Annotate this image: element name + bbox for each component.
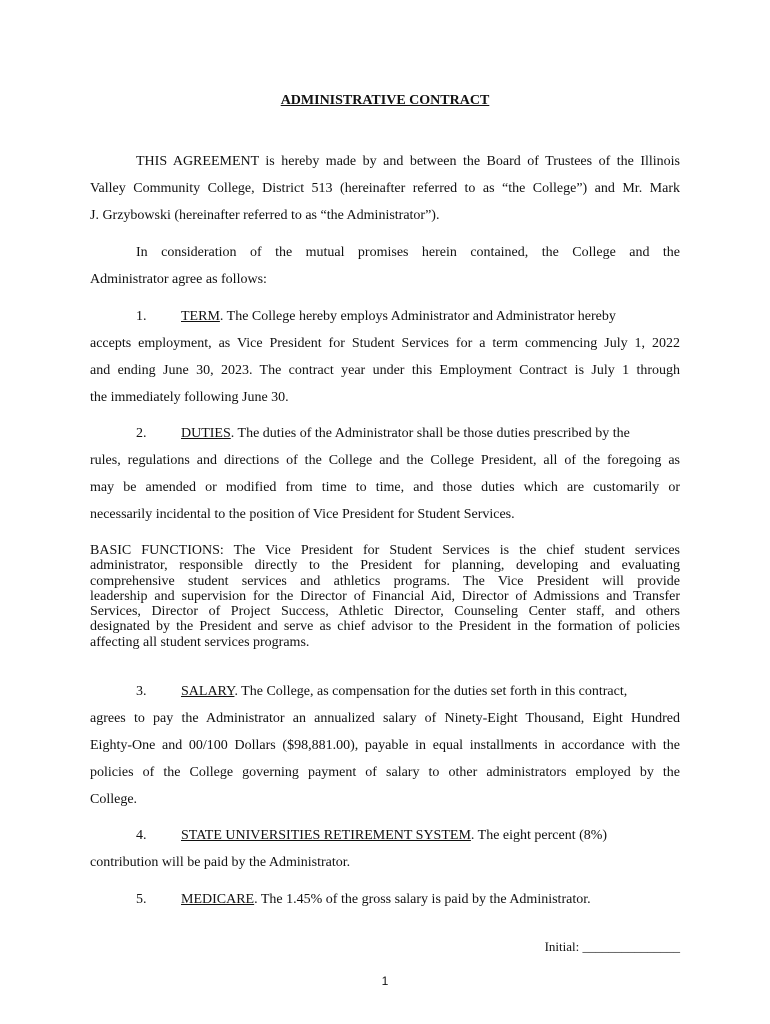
term-line: the immediately following June 30.: [90, 390, 289, 405]
consideration-line: Administrator agree as follows:: [90, 272, 267, 287]
duties-line: necessarily incidental to the position of Vice President for Student Services.: [90, 507, 515, 522]
salary-line: agrees to pay the Administrator an annualized salary of Ninety-Eight Thousand, Eight Hundred: [90, 711, 680, 726]
salary-line: College.: [90, 792, 138, 807]
medicare-heading: MEDICARE: [181, 892, 255, 907]
duties-number: 2.: [136, 426, 147, 441]
document-title: ADMINISTRATIVE CONTRACT: [280, 93, 490, 108]
duties-line: rules, regulations and directions of the College and the College President, all of the foregoing as: [90, 453, 680, 468]
duties-line: may be amended or modified from time to time, and those duties which are customarily or: [90, 480, 680, 495]
term-number: 1.: [136, 309, 147, 324]
intro-line: THIS AGREEMENT is hereby made by and between the Board of Trustees of the Illinois: [136, 154, 680, 169]
basic-functions-line: administrator, responsible directly to the President for planning, developing and evaluating: [90, 558, 680, 574]
retirement-first-line: [90, 822, 680, 849]
basic-functions-line: affecting all student services programs.: [90, 634, 310, 650]
duties-section: [90, 420, 680, 528]
basic-functions-line: Services, Director of Project Success, Athletic Director, Counseling Center staff, and others: [90, 604, 680, 620]
consideration-line: In consideration of the mutual promises herein contained, the College and the: [136, 245, 680, 260]
intro-line: J. Grzybowski (hereinafter referred to as “the Administrator”).: [90, 208, 440, 223]
basic-functions-line: BASIC FUNCTIONS: The Vice President for Student Services is the chief student services: [90, 543, 680, 558]
salary-heading: SALARY: [181, 684, 235, 699]
term-first-line: [90, 303, 680, 330]
salary-first-line: [90, 678, 680, 705]
term-line: and ending June 30, 2023. The contract year under this Employment Contract is July 1 through: [90, 363, 680, 378]
intro-line: Valley Community College, District 513 (hereinafter referred to as “the College”) and Mr. Mark: [90, 181, 680, 196]
term-first-line-text: . The College hereby employs Administrator and Administrator hereby: [219, 309, 616, 324]
page-number: 1: [381, 974, 389, 988]
duties-first-line-text: . The duties of the Administrator shall be those duties prescribed by the: [230, 426, 630, 441]
medicare-first-line: [90, 886, 680, 913]
initial-line: Initial: _______________: [544, 939, 680, 954]
basic-functions-line: designated by the President and serve as chief advisor to the President in the formation of policies: [90, 619, 680, 635]
retirement-line: contribution will be paid by the Administrator.: [90, 855, 351, 870]
intro-paragraph: [90, 148, 680, 229]
duties-first-line: [90, 420, 680, 447]
basic-functions-line: leadership and supervision for the Director of Financial Aid, Director of Admissions and Transfer: [90, 588, 680, 604]
retirement-heading: STATE UNIVERSITIES RETIREMENT SYSTEM: [181, 828, 471, 843]
medicare-first-line-text: . The 1.45% of the gross salary is paid by the Administrator.: [254, 892, 591, 907]
retirement-section: [90, 822, 680, 876]
retirement-number: 4.: [136, 828, 147, 843]
salary-first-line-text: . The College, as compensation for the duties set forth in this contract,: [234, 684, 628, 699]
medicare-section: [90, 886, 680, 913]
duties-heading: DUTIES: [181, 426, 231, 441]
term-line: accepts employment, as Vice President for Student Services for a term commencing July 1, 2022: [90, 336, 680, 351]
salary-line: policies of the College governing payment of salary to other administrators employed by the: [90, 765, 680, 780]
salary-section: [90, 678, 680, 813]
medicare-number: 5.: [136, 892, 147, 907]
term-heading: TERM: [181, 309, 220, 324]
basic-functions-line: comprehensive student services and athletics programs. The Vice President will provide: [90, 573, 680, 589]
salary-line: Eighty-One and 00/100 Dollars ($98,881.00), payable in equal installments in accordance with the: [90, 738, 680, 753]
basic-functions-paragraph: [90, 543, 680, 650]
consideration-paragraph: [90, 239, 680, 293]
retirement-first-line-text: . The eight percent (8%): [470, 828, 608, 843]
term-section: [90, 303, 680, 411]
salary-number: 3.: [136, 684, 147, 699]
